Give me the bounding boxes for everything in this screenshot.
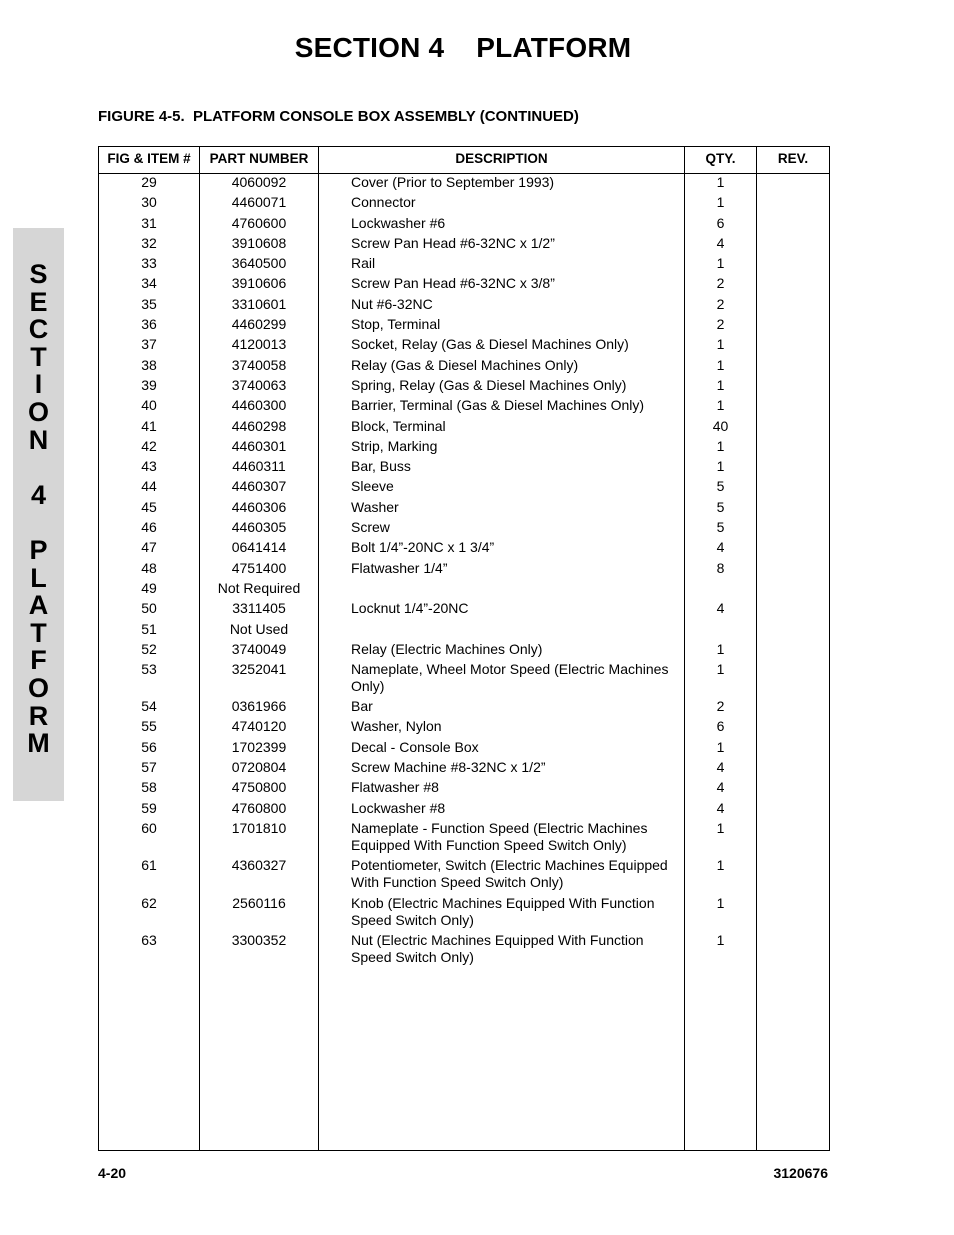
quantity-cell: 1 xyxy=(716,661,725,678)
table-row xyxy=(99,316,829,336)
quantity-cell: 4 xyxy=(716,799,725,816)
description-cell: Socket, Relay (Gas & Diesel Machines Only) xyxy=(351,336,629,353)
part-number-cell: 1702399 xyxy=(231,738,287,755)
quantity-cell: 1 xyxy=(716,458,725,475)
description-cell: Decal - Console Box xyxy=(351,738,479,755)
description-cell: Stop, Terminal xyxy=(351,316,441,333)
figure-title: FIGURE 4-5. PLATFORM CONSOLE BOX ASSEMBLY (CONTINUED) xyxy=(98,108,579,125)
quantity-cell: 1 xyxy=(716,255,725,272)
quantity-cell: 1 xyxy=(716,437,725,454)
table-row xyxy=(99,759,829,779)
item-number-cell: 57 xyxy=(141,759,157,776)
part-number-cell: 4760800 xyxy=(231,799,287,816)
table-row xyxy=(99,779,829,799)
side-tab-letter: N xyxy=(28,424,49,455)
part-number-cell: 0361966 xyxy=(231,698,287,715)
item-number-cell: 55 xyxy=(141,718,157,735)
header-item: FIG & ITEM # xyxy=(107,151,191,166)
side-tab-letter: T xyxy=(30,341,47,372)
table-row xyxy=(99,296,829,316)
description-cell: Screw Pan Head #6-32NC x 3/8” xyxy=(351,275,555,292)
part-number-cell: 4460071 xyxy=(231,194,287,211)
item-number-cell: 56 xyxy=(141,738,157,755)
item-number-cell: 58 xyxy=(141,779,157,796)
table-row xyxy=(99,235,829,255)
document-number: 3120676 xyxy=(773,1165,828,1181)
table-row xyxy=(99,718,829,738)
table-row xyxy=(99,194,829,214)
side-tab-letters xyxy=(13,261,64,758)
part-number-cell: 0641414 xyxy=(231,539,287,556)
part-number-cell: 3311405 xyxy=(232,600,286,617)
table-row xyxy=(99,857,829,895)
description-cell: Lockwasher #8 xyxy=(351,799,446,816)
part-number-cell: 4460299 xyxy=(231,316,287,333)
side-tab-letter: P xyxy=(29,534,48,565)
section-side-tab xyxy=(13,228,64,801)
item-number-cell: 41 xyxy=(141,417,157,434)
part-number-cell: 3252041 xyxy=(231,661,287,678)
table-row xyxy=(99,560,829,580)
item-number-cell: 42 xyxy=(141,437,157,454)
item-number-cell: 46 xyxy=(141,519,157,536)
part-number-cell: 4460311 xyxy=(232,458,286,475)
quantity-cell: 2 xyxy=(716,698,725,715)
description-cell: Connector xyxy=(351,194,416,211)
description-cell: Screw Pan Head #6-32NC x 1/2” xyxy=(351,234,555,251)
quantity-cell: 4 xyxy=(716,539,725,556)
quantity-cell: 5 xyxy=(716,478,725,495)
table-row xyxy=(99,397,829,417)
table-row xyxy=(99,739,829,759)
side-tab-letter: T xyxy=(30,617,47,648)
quantity-cell: 6 xyxy=(716,718,725,735)
side-tab-letter: L xyxy=(30,562,47,593)
part-number-cell: 4460306 xyxy=(231,498,287,515)
item-number-cell: 35 xyxy=(141,295,157,312)
part-number-cell: 3640500 xyxy=(231,255,287,272)
quantity-cell: 1 xyxy=(716,819,725,836)
part-number-cell: 4760600 xyxy=(231,214,287,231)
table-row xyxy=(99,820,829,858)
quantity-cell: 4 xyxy=(716,234,725,251)
table-row xyxy=(99,215,829,235)
item-number-cell: 33 xyxy=(141,255,157,272)
item-number-cell: 63 xyxy=(141,932,157,949)
side-tab-letter xyxy=(13,509,64,537)
item-number-cell: 59 xyxy=(141,799,157,816)
side-tab-letter: S xyxy=(29,259,48,289)
description-cell: Bar xyxy=(351,698,373,715)
quantity-cell: 1 xyxy=(716,932,725,949)
item-number-cell: 53 xyxy=(141,661,157,678)
part-number-cell: 4460298 xyxy=(231,417,287,434)
item-number-cell: 47 xyxy=(141,539,157,556)
table-row xyxy=(99,641,829,661)
description-cell: Potentiometer, Switch (Electric Machines Equipped With Function Speed Switch Only) xyxy=(351,857,668,891)
table-row xyxy=(99,174,829,194)
item-number-cell: 62 xyxy=(141,894,157,911)
table-row xyxy=(99,377,829,397)
side-tab-letter: F xyxy=(30,645,47,676)
quantity-cell: 1 xyxy=(716,174,725,190)
description-cell: Nut #6-32NC xyxy=(351,295,433,312)
item-number-cell: 61 xyxy=(141,857,157,874)
header-rev: REV. xyxy=(777,151,809,166)
item-number-cell: 51 xyxy=(141,620,157,637)
quantity-cell: 4 xyxy=(716,779,725,796)
item-number-cell: 50 xyxy=(141,600,157,617)
item-number-cell: 44 xyxy=(141,478,157,495)
part-number-cell: 4751400 xyxy=(231,559,287,576)
table-row xyxy=(99,932,829,970)
item-number-cell: 54 xyxy=(141,698,157,715)
table-row xyxy=(99,698,829,718)
quantity-cell: 5 xyxy=(716,498,725,515)
part-number-cell: 3740058 xyxy=(231,356,287,373)
description-cell: Screw Machine #8-32NC x 1/2” xyxy=(351,759,546,776)
side-tab-letter: A xyxy=(28,590,49,621)
part-number-cell: 3740049 xyxy=(231,640,287,657)
item-number-cell: 30 xyxy=(141,194,157,211)
item-number-cell: 29 xyxy=(141,174,157,190)
quantity-cell: 1 xyxy=(716,336,725,353)
table-row xyxy=(99,499,829,519)
part-number-cell: 4060092 xyxy=(231,174,287,190)
item-number-cell: 48 xyxy=(141,559,157,576)
description-cell: Relay (Gas & Diesel Machines Only) xyxy=(351,356,579,373)
table-row xyxy=(99,600,829,620)
quantity-cell: 1 xyxy=(716,738,725,755)
quantity-cell: 2 xyxy=(716,295,725,312)
item-number-cell: 43 xyxy=(141,458,157,475)
quantity-cell: 1 xyxy=(716,194,725,211)
item-number-cell: 31 xyxy=(141,214,157,231)
part-number-cell: 2560116 xyxy=(232,894,286,911)
table-row xyxy=(99,800,829,820)
part-number-cell: 3910608 xyxy=(231,234,287,251)
quantity-cell: 1 xyxy=(716,356,725,373)
part-number-cell: 3300352 xyxy=(231,932,287,949)
side-tab-letter: C xyxy=(28,314,49,345)
table-row xyxy=(99,357,829,377)
item-number-cell: 60 xyxy=(141,819,157,836)
table-row xyxy=(99,621,829,641)
quantity-cell: 4 xyxy=(716,759,725,776)
side-tab-letter: I xyxy=(34,369,43,400)
table-row xyxy=(99,539,829,559)
description-cell: Screw xyxy=(351,519,390,536)
quantity-cell: 6 xyxy=(716,214,725,231)
description-cell: Flatwasher 1/4” xyxy=(351,559,448,576)
side-tab-letter: R xyxy=(28,700,49,731)
part-number-cell: 4360327 xyxy=(231,857,287,874)
description-cell: Strip, Marking xyxy=(351,437,438,454)
description-cell: Spring, Relay (Gas & Diesel Machines Only) xyxy=(351,376,627,393)
description-cell: Washer, Nylon xyxy=(351,718,442,735)
quantity-cell: 1 xyxy=(716,857,725,874)
table-row xyxy=(99,478,829,498)
part-number-cell: Not Required xyxy=(217,579,301,596)
header-qty: QTY. xyxy=(705,151,736,166)
side-tab-letter xyxy=(13,454,64,482)
side-tab-letter: 4 xyxy=(30,479,47,510)
description-cell: Cover (Prior to September 1993) xyxy=(351,174,555,190)
page-number: 4-20 xyxy=(98,1165,127,1181)
description-cell: Washer xyxy=(351,498,399,515)
side-tab-letter: O xyxy=(27,672,49,703)
description-cell: Bolt 1/4”-20NC x 1 3/4” xyxy=(351,539,495,556)
part-number-cell: 4460301 xyxy=(231,437,287,454)
quantity-cell: 2 xyxy=(716,275,725,292)
table-row xyxy=(99,580,829,600)
quantity-cell: 1 xyxy=(716,397,725,414)
quantity-cell: 1 xyxy=(716,376,725,393)
description-cell: Lockwasher #6 xyxy=(351,214,446,231)
description-cell: Nut (Electric Machines Equipped With Function Speed Switch Only) xyxy=(351,932,644,966)
quantity-cell: 2 xyxy=(716,316,725,333)
item-number-cell: 38 xyxy=(141,356,157,373)
quantity-cell: 1 xyxy=(716,894,725,911)
description-cell: Block, Terminal xyxy=(351,417,446,434)
header-part-number: PART NUMBER xyxy=(209,151,309,166)
item-number-cell: 37 xyxy=(141,336,157,353)
table-row xyxy=(99,438,829,458)
description-cell: Knob (Electric Machines Equipped With Function Speed Switch Only) xyxy=(351,894,655,928)
table-row xyxy=(99,458,829,478)
description-cell: Nameplate, Wheel Motor Speed (Electric Machines Only) xyxy=(351,661,669,695)
item-number-cell: 49 xyxy=(141,579,157,596)
table-row xyxy=(99,255,829,275)
quantity-cell: 40 xyxy=(712,417,729,434)
side-tab-letter: E xyxy=(29,286,48,317)
parts-table xyxy=(98,146,830,1151)
table-row xyxy=(99,661,829,698)
quantity-cell: 4 xyxy=(716,600,725,617)
table-row xyxy=(99,519,829,539)
table-row xyxy=(99,275,829,295)
part-number-cell: 3910606 xyxy=(231,275,287,292)
table-row xyxy=(99,895,829,933)
table-row xyxy=(99,336,829,356)
part-number-cell: Not Used xyxy=(229,620,289,637)
item-number-cell: 52 xyxy=(141,640,157,657)
side-tab-letter: O xyxy=(27,396,49,427)
item-number-cell: 36 xyxy=(141,316,157,333)
description-cell: Rail xyxy=(351,255,376,272)
part-number-cell: 3310601 xyxy=(231,295,287,312)
part-number-cell: 3740063 xyxy=(231,376,287,393)
item-number-cell: 39 xyxy=(141,376,157,393)
item-number-cell: 34 xyxy=(141,275,157,292)
description-cell: Flatwasher #8 xyxy=(351,779,439,796)
quantity-cell: 8 xyxy=(716,559,725,576)
description-cell: Bar, Buss xyxy=(351,458,411,475)
quantity-cell: 1 xyxy=(716,640,725,657)
part-number-cell: 0720804 xyxy=(231,759,287,776)
part-number-cell: 4460305 xyxy=(231,519,287,536)
quantity-cell: 5 xyxy=(716,519,725,536)
table-body xyxy=(99,174,829,970)
description-cell: Locknut 1/4”-20NC xyxy=(351,600,469,617)
part-number-cell: 1701810 xyxy=(231,819,287,836)
section-title: SECTION 4 PLATFORM xyxy=(294,32,632,63)
part-number-cell: 4120013 xyxy=(231,336,287,353)
table-row xyxy=(99,418,829,438)
description-cell: Barrier, Terminal (Gas & Diesel Machines Only) xyxy=(351,397,645,414)
header-description: DESCRIPTION xyxy=(455,151,548,166)
item-number-cell: 45 xyxy=(141,498,157,515)
part-number-cell: 4740120 xyxy=(231,718,287,735)
description-cell: Relay (Electric Machines Only) xyxy=(351,640,543,657)
part-number-cell: 4460307 xyxy=(231,478,287,495)
part-number-cell: 4460300 xyxy=(231,397,287,414)
part-number-cell: 4750800 xyxy=(231,779,287,796)
side-tab-letter: M xyxy=(27,728,50,759)
item-number-cell: 32 xyxy=(141,234,157,251)
description-cell: Nameplate - Function Speed (Electric Machines Equipped With Function Speed Switch Only) xyxy=(351,819,648,853)
item-number-cell: 40 xyxy=(141,397,157,414)
description-cell: Sleeve xyxy=(351,478,394,495)
